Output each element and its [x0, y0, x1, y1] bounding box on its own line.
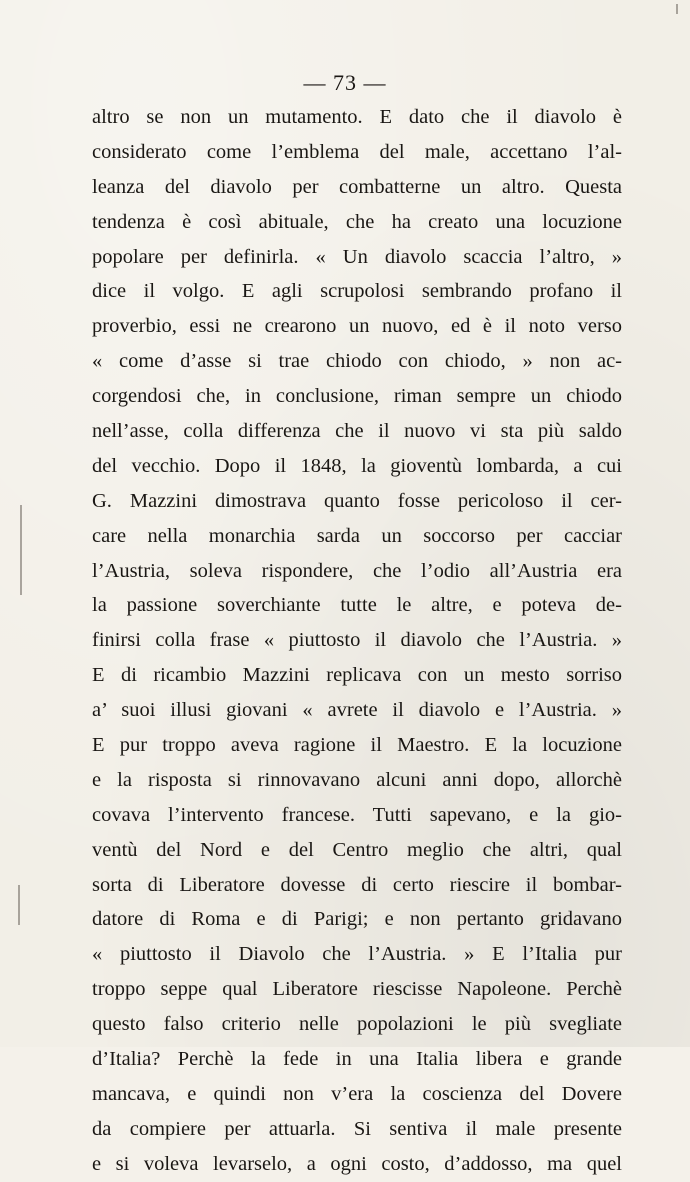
- text-line: e la risposta si rinnovavano alcuni anni dopo, allorchè: [92, 768, 622, 791]
- text-line: d’Italia? Perchè la fede in una Italia libera e grande: [92, 1048, 622, 1071]
- body-text: [92, 100, 622, 1182]
- text-line: corgendosi che, in conclusione, riman sempre un chiodo: [92, 385, 622, 408]
- text-line: finirsi colla frase « piuttosto il diavolo che l’Austria. »: [92, 629, 622, 652]
- text-line: covava l’intervento francese. Tutti sapevano, e la gio-: [92, 803, 622, 826]
- text-line: del vecchio. Dopo il 1848, la gioventù lombarda, a cui: [92, 454, 622, 477]
- text-line: leanza del diavolo per combatterne un altro. Questa: [92, 175, 622, 198]
- text-line: E di ricambio Mazzini replicava con un mesto sorriso: [92, 664, 622, 687]
- text-line: a’ suoi illusi giovani « avrete il diavolo e l’Austria. »: [92, 699, 622, 722]
- scan-mark: [676, 4, 678, 14]
- text-line: mancava, e quindi non v’era la coscienza del Dovere: [92, 1082, 622, 1105]
- text-line: ventù del Nord e del Centro meglio che altri, qual: [92, 838, 622, 861]
- scan-mark: [18, 885, 20, 925]
- page-number: — 73 —: [303, 70, 387, 95]
- text-line: E pur troppo aveva ragione il Maestro. E la locuzione: [92, 734, 622, 757]
- scan-mark: [20, 505, 22, 595]
- text-line: popolare per definirla. « Un diavolo scaccia l’altro, »: [92, 245, 622, 268]
- text-line: dice il volgo. E agli scrupolosi sembrando profano il: [92, 280, 622, 303]
- text-line: altro se non un mutamento. E dato che il diavolo è: [92, 106, 622, 128]
- text-line: datore di Roma e di Parigi; e non pertanto gridavano: [92, 908, 622, 931]
- text-line: tendenza è così abituale, che ha creato una locuzione: [92, 210, 622, 233]
- text-line: questo falso criterio nelle popolazioni le più svegliate: [92, 1013, 622, 1036]
- text-line: « come d’asse si trae chiodo con chiodo, » non ac-: [92, 350, 622, 373]
- text-line: G. Mazzini dimostrava quanto fosse pericoloso il cer-: [92, 489, 622, 512]
- text-line: considerato come l’emblema del male, accettano l’al-: [92, 140, 622, 163]
- text-line: da compiere per attuarla. Si sentiva il male presente: [92, 1117, 622, 1140]
- text-line: sorta di Liberatore dovesse di certo riescire il bombar-: [92, 873, 622, 896]
- text-line: care nella monarchia sarda un soccorso per cacciar: [92, 524, 622, 547]
- text-line: la passione soverchiante tutte le altre, e poteva de-: [92, 594, 622, 617]
- text-line: nell’asse, colla differenza che il nuovo vi sta più saldo: [92, 420, 622, 443]
- text-line: e si voleva levarselo, a ogni costo, d’addosso, ma quel: [92, 1152, 622, 1175]
- text-line: proverbio, essi ne crearono un nuovo, ed è il noto verso: [92, 315, 622, 338]
- text-line: l’Austria, soleva rispondere, che l’odio all’Austria era: [92, 559, 622, 582]
- text-line: troppo seppe qual Liberatore riescisse Napoleone. Perchè: [92, 978, 622, 1001]
- text-line: « piuttosto il Diavolo che l’Austria. » E l’Italia pur: [92, 943, 622, 966]
